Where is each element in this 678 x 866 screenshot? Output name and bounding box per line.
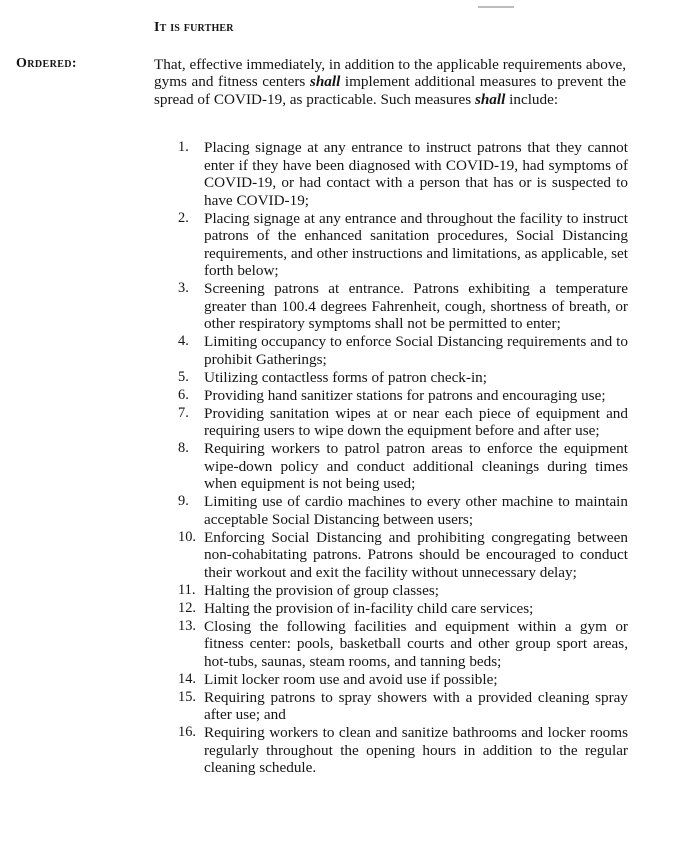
item-number: 3. bbox=[178, 280, 189, 296]
item-text: Requiring workers to clean and sanitize bathrooms and locker rooms regularly throughout the opening hours in addition to the regular cleaning schedule. bbox=[204, 724, 628, 776]
item-number: 1. bbox=[178, 139, 189, 155]
ordered-label: Ordered: bbox=[16, 56, 77, 71]
list-item bbox=[178, 405, 628, 440]
intro-paragraph bbox=[154, 56, 626, 108]
item-text: Halting the provision of in-facility child care services; bbox=[204, 599, 534, 617]
item-text: Screening patrons at entrance. Patrons exhibiting a temperature greater than 100.4 degrees Fahrenheit, cough, shortness of breath, or other respiratory symptoms shall not be permitted to enter; bbox=[204, 280, 628, 332]
item-text: Providing sanitation wipes at or near each piece of equipment and requiring users to wipe down the equipment before and after use; bbox=[204, 404, 628, 439]
item-text: Providing hand sanitizer stations for patrons and encouraging use; bbox=[204, 386, 606, 404]
list-item bbox=[178, 440, 628, 493]
item-number: 8. bbox=[178, 440, 189, 456]
item-number: 2. bbox=[178, 209, 189, 226]
list-item bbox=[178, 724, 628, 777]
item-number: 14. bbox=[178, 670, 196, 687]
item-text: Placing signage at any entrance and throughout the facility to instruct patrons of the enhanced sanitation procedures, Social Distancing requirements, and other instructions and limitations, as applicable, set forth below; bbox=[204, 209, 628, 279]
item-text: Limiting use of cardio machines to every other machine to maintain acceptable Social Distancing between users; bbox=[204, 493, 628, 528]
item-text: Closing the following facilities and equipment within a gym or fitness center: pools, basketball courts and other group sport areas, hot-tubs, saunas, steam rooms, and tanning beds; bbox=[204, 617, 628, 670]
item-number: 4. bbox=[178, 333, 189, 349]
item-text: Placing signage at any entrance to instruct patrons that they cannot enter if they have been diagnosed with COVID-19, had symptoms of COVID-19, or had contact with a person that has or is suspected to have COVID-19; bbox=[204, 139, 628, 209]
item-number: 7. bbox=[178, 404, 189, 421]
list-item bbox=[178, 280, 628, 333]
list-item bbox=[178, 618, 628, 671]
section-heading: It is further bbox=[154, 20, 234, 35]
measures-list bbox=[178, 139, 628, 777]
item-number: 5. bbox=[178, 368, 189, 385]
list-item bbox=[178, 529, 628, 582]
item-text: Requiring patrons to spray showers with a provided cleaning spray after use; and bbox=[204, 688, 628, 723]
item-number: 12. bbox=[178, 599, 196, 616]
list-item bbox=[178, 387, 628, 405]
item-number: 16. bbox=[178, 724, 196, 740]
item-number: 11. bbox=[178, 581, 196, 598]
item-text: Enforcing Social Distancing and prohibiting congregating between non-cohabitating patrons. Patrons should be encouraged to conduct their workout and exit the facility without unnecessary delay; bbox=[204, 528, 628, 581]
list-item bbox=[178, 369, 628, 387]
item-text: Utilizing contactless forms of patron check-in; bbox=[204, 368, 487, 386]
item-number: 6. bbox=[178, 386, 189, 403]
page-top-fragment bbox=[478, 0, 514, 8]
item-text: Limiting occupancy to enforce Social Distancing requirements and to prohibit Gatherings; bbox=[204, 333, 628, 368]
item-number: 9. bbox=[178, 493, 189, 509]
item-text: Halting the provision of group classes; bbox=[204, 581, 439, 599]
list-item bbox=[178, 600, 628, 618]
item-text: Limit locker room use and avoid use if possible; bbox=[204, 670, 498, 688]
list-item bbox=[178, 333, 628, 368]
list-item bbox=[178, 671, 628, 689]
list-item bbox=[178, 210, 628, 280]
item-number: 15. bbox=[178, 688, 196, 705]
list-item bbox=[178, 493, 628, 528]
list-item bbox=[178, 689, 628, 724]
intro-text-2: implement additional measures to prevent the spread of COVID-19, as practicable. Such measures bbox=[154, 73, 627, 108]
item-number: 13. bbox=[178, 617, 196, 634]
intro-text-3: include: bbox=[505, 90, 559, 108]
intro-text-1: That, effective immediately, in addition to the applicable requirements above, gyms and fitness centers bbox=[154, 56, 626, 91]
list-item bbox=[178, 139, 628, 209]
list-item bbox=[178, 582, 628, 600]
item-text: Requiring workers to patrol patron areas to enforce the equipment wipe-down policy and conduct additional cleanings during times when equipment is not being used; bbox=[204, 440, 628, 492]
shall-emphasis-2: shall bbox=[474, 90, 506, 108]
item-number: 10. bbox=[178, 528, 196, 545]
shall-emphasis-1: shall bbox=[309, 73, 341, 91]
